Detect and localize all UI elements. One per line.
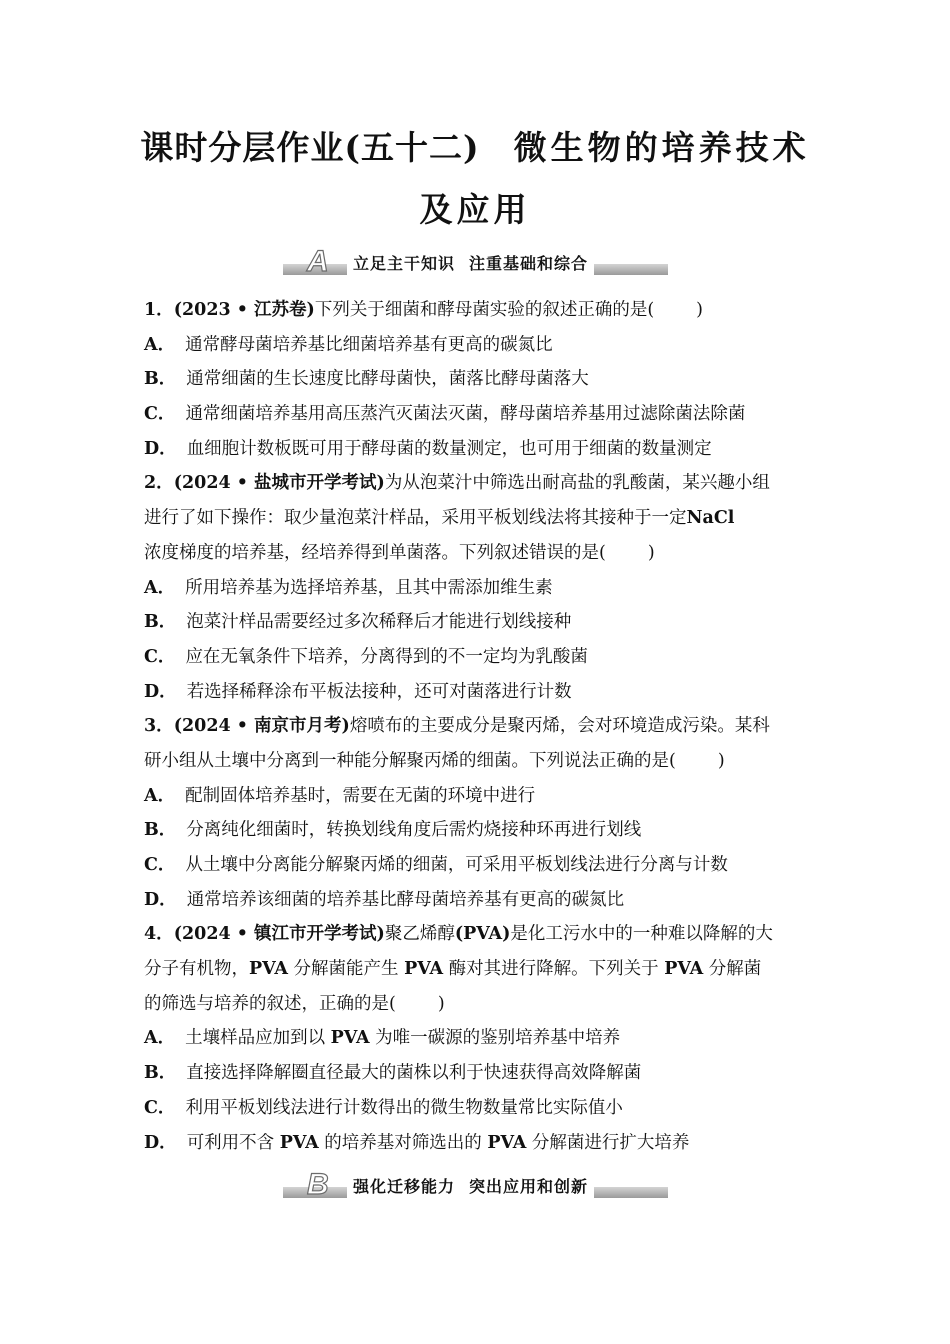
q1-source: (2023 • 江苏卷)	[173, 300, 315, 320]
option-label: C．	[144, 646, 176, 667]
option-text: 直接选择降解圈直径最大的菌株以利于快速获得高效降解菌	[186, 1063, 642, 1084]
q3-stem-text: 熔喷布的主要成分是聚丙烯，会对环境造成污染。某科	[349, 716, 770, 737]
q2-option-c	[144, 640, 809, 675]
q4-stem-line2	[144, 952, 809, 987]
q2-stem-line3	[144, 536, 809, 571]
q1-stem	[144, 293, 809, 328]
option-label: C．	[144, 855, 176, 875]
q3-stem-line1	[144, 709, 809, 744]
q3-option-c	[144, 848, 809, 883]
q2-option-a	[144, 571, 809, 606]
q4-stem-text: 的筛选与培养的叙述，正确的是(	[144, 993, 396, 1014]
q4-stem-close: )	[437, 993, 445, 1014]
q4-stem-term: (PVA)	[454, 924, 511, 945]
section-a-label2: 注重基础和综合	[469, 254, 589, 273]
q4-number: 4．	[144, 924, 174, 945]
q2-option-b	[144, 605, 809, 640]
option-label: A．	[144, 334, 176, 355]
q4-stem-term: PVA	[664, 959, 704, 980]
option-text: 分离纯化细菌时，转换划线角度后需灼烧接种环再进行划线	[186, 820, 642, 841]
q2-stem-text: 进行了如下操作：取少量泡菜汁样品，采用平板划线法将其接种于一定	[144, 508, 687, 529]
q4-stem-text: 分子有机物，	[144, 959, 249, 980]
option-term: PVA	[487, 1132, 527, 1153]
option-text: 通常酵母菌培养基比细菌培养基有更高的碳氮比	[185, 334, 553, 355]
q4-stem-text: 分解菌	[703, 959, 762, 980]
q4-stem-text: 是化工污水中的一种难以降解的大	[510, 924, 773, 945]
option-label: D．	[144, 1132, 177, 1153]
question-list	[144, 293, 809, 1160]
page-title	[0, 128, 950, 168]
q4-option-a	[144, 1021, 809, 1056]
option-label: D．	[144, 889, 177, 910]
page-title-continued: 及应用	[419, 190, 531, 229]
q4-stem-term: PVA	[249, 959, 288, 980]
section-a-letter: A	[307, 245, 329, 278]
option-text: 为唯一碳源的鉴别培养基中培养	[369, 1028, 621, 1049]
q1-option-d	[144, 432, 809, 467]
q4-option-b	[144, 1056, 809, 1091]
option-label: B．	[144, 612, 177, 633]
q3-stem-text: 研小组从土壤中分离到一种能分解聚丙烯的细菌。下列说法正确的是(	[144, 750, 676, 771]
q1-stem-close: )	[696, 300, 703, 320]
option-label: C．	[144, 1097, 176, 1118]
option-text: 分解菌进行扩大培养	[526, 1132, 690, 1153]
q1-stem-text: 下列关于细菌和酵母菌实验的叙述正确的是(	[314, 300, 655, 320]
option-label: C．	[144, 404, 176, 425]
q2-option-d	[144, 675, 809, 710]
section-b-label2: 突出应用和创新	[469, 1177, 589, 1196]
q4-stem-line1	[144, 917, 809, 952]
q4-stem-term: PVA	[404, 959, 444, 980]
option-text: 可利用不含	[186, 1132, 280, 1153]
option-text: 应在无氧条件下培养，分离得到的不一定均为乳酸菌	[185, 646, 588, 667]
q1-option-a	[144, 328, 809, 363]
q3-stem-line2	[144, 744, 809, 779]
option-text: 通常细菌培养基用高压蒸汽灭菌法灭菌，酵母菌培养基用过滤除菌法除菌	[185, 404, 746, 425]
option-label: B．	[144, 369, 177, 390]
q2-stem-line1	[144, 466, 809, 501]
option-text: 通常细菌的生长速度比酵母菌快，菌落比酵母菌落大	[186, 369, 589, 390]
section-a-banner	[283, 245, 668, 278]
option-text: 若选择稀释涂布平板法接种，还可对菌落进行计数	[186, 681, 572, 702]
q2-stem-text: 为从泡菜汁中筛选出耐高盐的乳酸菌，某兴趣小组	[384, 473, 770, 494]
option-term: PVA	[279, 1132, 319, 1153]
section-a-label1: 立足主干知识	[353, 254, 456, 273]
q2-number: 2．	[144, 473, 174, 494]
option-text: 泡菜汁样品需要经过多次稀释后才能进行划线接种	[186, 612, 572, 633]
title-main: 课时分层作业(五十二)	[140, 128, 480, 167]
q3-option-b	[144, 813, 809, 848]
title-subject: 微生物的培养技术	[513, 128, 810, 167]
q4-stem-text: 酶对其进行降解。下列关于	[443, 959, 665, 980]
q1-number: 1．	[144, 300, 174, 320]
q3-number: 3．	[144, 716, 174, 737]
q2-stem-term: NaCl	[686, 508, 735, 529]
q3-option-d	[144, 883, 809, 918]
option-label: B．	[144, 1063, 177, 1084]
q2-stem-line2	[144, 501, 809, 536]
option-text: 血细胞计数板既可用于酵母菌的数量测定，也可用于细菌的数量测定	[186, 438, 712, 459]
option-label: A．	[144, 785, 176, 806]
section-b-banner	[283, 1168, 668, 1201]
option-text: 所用培养基为选择培养基，且其中需添加维生素	[185, 577, 553, 598]
q4-stem-text: 聚乙烯醇	[384, 924, 455, 945]
q4-stem-line3	[144, 987, 809, 1022]
option-label: B．	[144, 820, 177, 841]
option-text: 通常培养该细菌的培养基比酵母菌培养基有更高的碳氮比	[186, 889, 625, 910]
q1-option-b	[144, 362, 809, 397]
option-label: A．	[144, 1028, 176, 1049]
q2-stem-text: 浓度梯度的培养基，经培养得到单菌落。下列叙述错误的是(	[144, 542, 606, 563]
section-b-label	[347, 1176, 594, 1198]
q3-option-a	[144, 779, 809, 814]
option-text: 的培养基对筛选出的	[318, 1132, 488, 1153]
q4-option-d	[144, 1126, 809, 1161]
q4-source: (2024 • 镇江市开学考试)	[173, 924, 385, 945]
q3-stem-close: )	[717, 750, 725, 771]
section-b-letter: B	[307, 1168, 329, 1201]
option-term: PVA	[330, 1028, 370, 1049]
section-b-label1: 强化迁移能力	[353, 1177, 456, 1196]
option-text: 从土壤中分离能分解聚丙烯的细菌，可采用平板划线法进行分离与计数	[185, 855, 728, 875]
option-label: D．	[144, 681, 177, 702]
section-a-label	[347, 253, 594, 275]
option-text: 土壤样品应加到以	[185, 1028, 331, 1049]
q1-option-c	[144, 397, 809, 432]
q4-stem-text: 分解菌能产生	[287, 959, 405, 980]
q2-source: (2024 • 盐城市开学考试)	[173, 473, 385, 494]
q2-stem-close: )	[647, 542, 655, 563]
q3-source: (2024 • 南京市月考)	[173, 716, 350, 737]
option-text: 配制固体培养基时，需要在无菌的环境中进行	[185, 785, 536, 806]
option-label: D．	[144, 438, 177, 459]
option-text: 利用平板划线法进行计数得出的微生物数量常比实际值小	[185, 1097, 623, 1118]
option-label: A．	[144, 577, 176, 598]
q4-option-c	[144, 1091, 809, 1126]
